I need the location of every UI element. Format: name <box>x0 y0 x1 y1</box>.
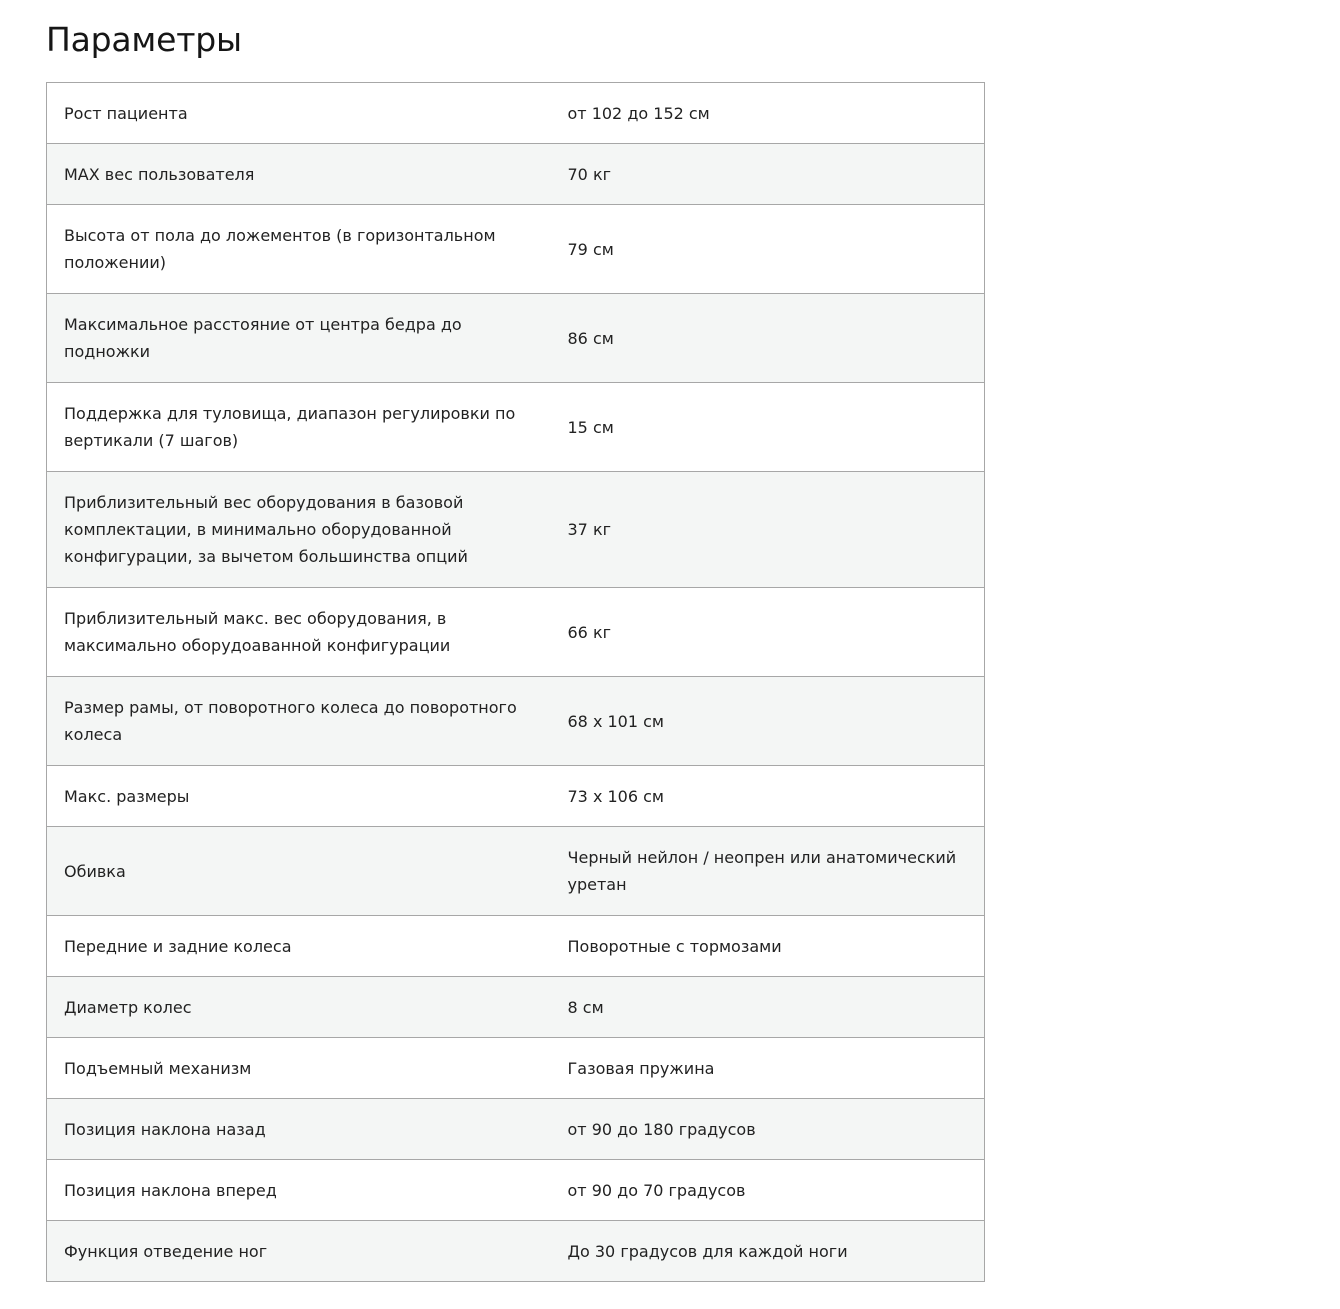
param-value: от 102 до 152 см <box>551 83 985 144</box>
table-row <box>47 1038 985 1099</box>
param-name: Приблизительный вес оборудования в базовой комплектации, в минимально оборудованной конфигурации, за вычетом большинства опций <box>47 472 551 588</box>
table-row <box>47 144 985 205</box>
table-row <box>47 1160 985 1221</box>
section-title: Параметры <box>46 20 242 59</box>
table-row <box>47 677 985 766</box>
param-name: Обивка <box>47 827 551 916</box>
table-row <box>47 977 985 1038</box>
table-row <box>47 83 985 144</box>
param-value: 8 см <box>551 977 985 1038</box>
param-value: 73 x 106 см <box>551 766 985 827</box>
param-name: Диаметр колес <box>47 977 551 1038</box>
table-row <box>47 588 985 677</box>
table-row <box>47 1221 985 1282</box>
table-row <box>47 827 985 916</box>
param-value: 79 см <box>551 205 985 294</box>
param-name: Позиция наклона назад <box>47 1099 551 1160</box>
param-name: Размер рамы, от поворотного колеса до поворотного колеса <box>47 677 551 766</box>
param-value: Поворотные с тормозами <box>551 916 985 977</box>
param-name: Максимальное расстояние от центра бедра до подножки <box>47 294 551 383</box>
param-value: 37 кг <box>551 472 985 588</box>
param-name: Передние и задние колеса <box>47 916 551 977</box>
param-name: Приблизительный макс. вес оборудования, в максимально оборудоаванной конфигурации <box>47 588 551 677</box>
table-row <box>47 916 985 977</box>
param-name: Макс. размеры <box>47 766 551 827</box>
param-value: Газовая пружина <box>551 1038 985 1099</box>
param-value: 66 кг <box>551 588 985 677</box>
param-value: от 90 до 180 градусов <box>551 1099 985 1160</box>
param-name: Позиция наклона вперед <box>47 1160 551 1221</box>
param-value: 70 кг <box>551 144 985 205</box>
table-row <box>47 294 985 383</box>
table-row <box>47 383 985 472</box>
param-name: Рост пациента <box>47 83 551 144</box>
table-row <box>47 205 985 294</box>
param-name: MAX вес пользователя <box>47 144 551 205</box>
param-name: Функция отведение ног <box>47 1221 551 1282</box>
table-row <box>47 1099 985 1160</box>
param-value: от 90 до 70 градусов <box>551 1160 985 1221</box>
param-value: Черный нейлон / неопрен или анатомический уретан <box>551 827 985 916</box>
parameters-table <box>46 82 985 1282</box>
param-value: 15 см <box>551 383 985 472</box>
param-name: Подъемный механизм <box>47 1038 551 1099</box>
param-value: 86 см <box>551 294 985 383</box>
param-name: Поддержка для туловища, диапазон регулировки по вертикали (7 шагов) <box>47 383 551 472</box>
table-row <box>47 472 985 588</box>
param-name: Высота от пола до ложементов (в горизонтальном положении) <box>47 205 551 294</box>
param-value: До 30 градусов для каждой ноги <box>551 1221 985 1282</box>
param-value: 68 x 101 см <box>551 677 985 766</box>
table-row <box>47 766 985 827</box>
